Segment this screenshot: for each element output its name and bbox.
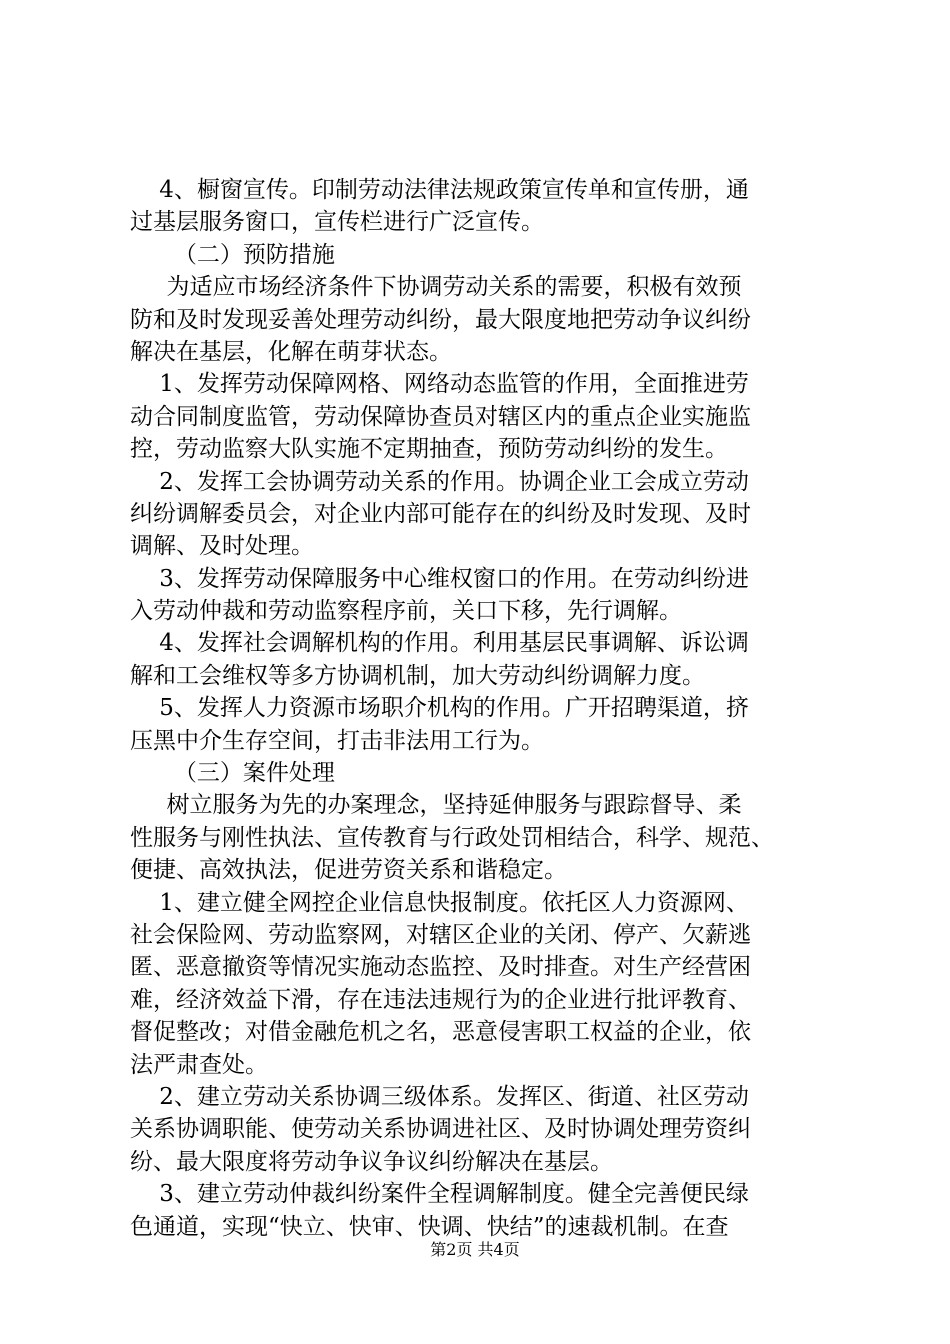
text-line: 控，劳动监察大队实施不定期抽查，预防劳动纠纷的发生。 [130, 436, 728, 463]
text-line: 2、发挥工会协调劳动关系的作用。协调企业工会成立劳动 [130, 468, 749, 495]
text-line: 色通道，实现“快立、快审、快调、快结”的速裁机制。在查 [130, 1213, 729, 1240]
text-line: 压黑中介生存空间，打击非法用工行为。 [130, 727, 544, 754]
text-line: 3、发挥劳动保障服务中心维权窗口的作用。在劳动纠纷进 [130, 565, 749, 592]
text-line: 性服务与刚性执法、宣传教育与行政处罚相结合，科学、规范、 [130, 824, 774, 851]
text-line: 1、建立健全网控企业信息快报制度。依托区人力资源网、 [130, 889, 749, 916]
text-line: 防和及时发现妥善处理劳动纠纷，最大限度地把劳动争议纠纷 [130, 306, 751, 333]
text-line: （二）预防措施 [130, 241, 335, 268]
text-line: 关系协调职能、使劳动关系协调进社区、及时协调处理劳资纠 [130, 1116, 751, 1143]
text-line: 纠纷调解委员会，对企业内部可能存在的纠纷及时发现、及时 [130, 500, 751, 527]
page-footer: 第2页 共4页 [430, 1240, 520, 1259]
text-line: 法严肃查处。 [130, 1051, 268, 1078]
text-line: 难，经济效益下滑，存在违法违规行为的企业进行批评教育、 [130, 986, 751, 1013]
text-line: （三）案件处理 [130, 760, 335, 787]
text-line: 过基层服务窗口，宣传栏进行广泛宣传。 [130, 209, 544, 236]
text-line: 4、发挥社会调解机构的作用。利用基层民事调解、诉讼调 [130, 630, 749, 657]
document-body [130, 174, 838, 1243]
text-line: 4、橱窗宣传。印制劳动法律法规政策宣传单和宣传册，通 [130, 177, 749, 203]
text-line: 1、发挥劳动保障网格、网络动态监管的作用，全面推进劳 [130, 371, 749, 398]
text-line: 纷、最大限度将劳动争议争议纠纷解决在基层。 [130, 1148, 613, 1175]
text-line: 2、建立劳动关系协调三级体系。发挥区、街道、社区劳动 [130, 1083, 749, 1110]
text-line: 调解、及时处理。 [130, 533, 314, 560]
text-line: 匿、恶意撤资等情况实施动态监控、及时排查。对生产经营困 [130, 954, 751, 981]
text-line: 解决在基层，化解在萌芽状态。 [130, 338, 452, 365]
text-line: 入劳动仲裁和劳动监察程序前，关口下移，先行调解。 [130, 598, 682, 625]
text-line: 社会保险网、劳动监察网，对辖区企业的关闭、停产、欠薪逃 [130, 921, 751, 948]
text-line: 动合同制度监管，劳动保障协查员对辖区内的重点企业实施监 [130, 403, 751, 430]
text-line: 5、发挥人力资源市场职介机构的作用。广开招聘渠道，挤 [130, 695, 749, 722]
text-line: 督促整改；对借金融危机之名，恶意侵害职工权益的企业，依 [130, 1019, 751, 1046]
text-line: 为适应市场经济条件下协调劳动关系的需要，积极有效预 [130, 274, 742, 301]
text-line: 便捷、高效执法，促进劳资关系和谐稳定。 [130, 857, 567, 884]
text-line: 树立服务为先的办案理念，坚持延伸服务与跟踪督导、柔 [130, 792, 742, 819]
text-line: 3、建立劳动仲裁纠纷案件全程调解制度。健全完善便民绿 [130, 1181, 749, 1208]
text-line: 解和工会维权等多方协调机制，加大劳动纠纷调解力度。 [130, 662, 705, 689]
